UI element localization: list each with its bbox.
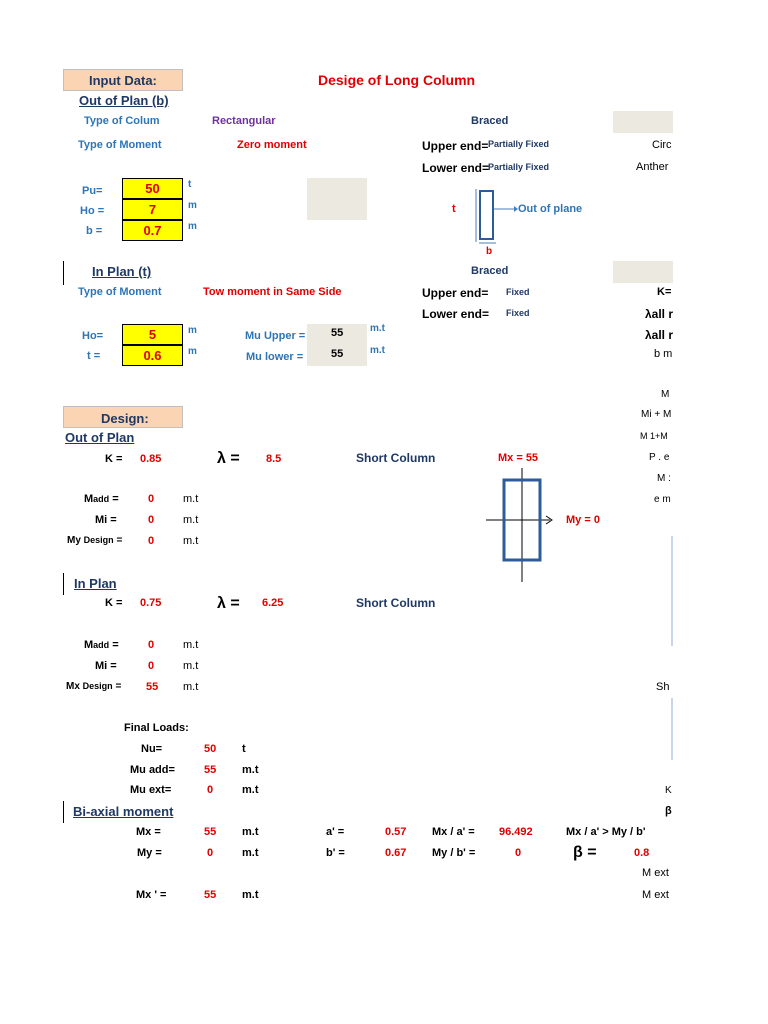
- in-plan-title: In Plan (t): [92, 264, 152, 279]
- pu-value: 50: [145, 181, 160, 196]
- ip-lambda-value: 6.25: [262, 597, 284, 609]
- k-label: K =: [105, 453, 123, 465]
- my-b-label: My / b' =: [432, 847, 476, 859]
- in-upper-end-label: Upper end=: [422, 286, 489, 300]
- in-lower-end-value: Fixed: [506, 308, 530, 318]
- ip-column-type: Short Column: [356, 596, 436, 610]
- lower-end-value: Partially Fixed: [488, 162, 550, 172]
- mx-design-value: 55: [146, 681, 159, 693]
- mi-label: Mi =: [95, 514, 117, 526]
- ho-label: Ho =: [80, 205, 105, 217]
- madd-unit: m.t: [183, 493, 199, 505]
- mu-ext-label: Mu ext=: [130, 784, 172, 796]
- column-type: Short Column: [356, 451, 436, 465]
- mx-prime-value: 55: [204, 889, 217, 901]
- in-plan-design-bar: [63, 573, 64, 595]
- final-loads-title: Final Loads:: [124, 722, 189, 734]
- type-colum-value: Rectangular: [212, 115, 276, 127]
- madd-value: 0: [148, 493, 155, 505]
- beta-value: 0.8: [634, 847, 650, 859]
- pu-label: Pu=: [82, 185, 103, 197]
- mu-ext-unit: m.t: [242, 784, 259, 796]
- right-sh: Sh: [656, 681, 670, 693]
- grey-cell-2: [613, 111, 673, 133]
- out-of-plan-title: Out of Plan (b): [79, 93, 169, 108]
- right-anther: Anther: [636, 161, 669, 173]
- upper-end-label: Upper end=: [422, 139, 489, 153]
- ip-k-value: 0.75: [140, 597, 162, 609]
- in-plan-ho-value: 5: [148, 327, 157, 342]
- madd-label: [84, 494, 119, 505]
- mu-upper-label: Mu Upper =: [245, 330, 306, 342]
- upper-end-value: Partially Fixed: [488, 139, 550, 149]
- right-circ: Circ: [652, 139, 672, 151]
- page-title: Desige of Long Column: [318, 72, 476, 88]
- mu-upper-unit: m.t: [370, 323, 385, 334]
- madd-eq: =: [109, 493, 119, 505]
- in-plan-ho-unit: m: [188, 325, 197, 336]
- moment-diagram: [484, 468, 564, 586]
- right-k2: K: [665, 785, 672, 796]
- k-value: 0.85: [140, 453, 162, 465]
- in-plan-type-moment-label: Type of Moment: [78, 286, 162, 298]
- diag-b-label: b: [486, 246, 493, 257]
- my-label: My = 0: [566, 514, 600, 526]
- b-label: b =: [86, 225, 103, 237]
- in-right-lall-2: λall r: [645, 328, 674, 342]
- pu-input[interactable]: [122, 178, 183, 199]
- ip-mi-unit: m.t: [183, 660, 199, 672]
- mx-a-value: 96.492: [499, 826, 533, 838]
- column-section-diagram: [450, 186, 560, 258]
- my-design-main: My: [67, 535, 84, 546]
- nu-unit: t: [242, 743, 246, 755]
- mu-upper-value[interactable]: 55: [331, 327, 344, 339]
- biaxial-bar: [63, 801, 64, 823]
- mu-lower-value[interactable]: 55: [331, 348, 344, 360]
- mu-lower-unit: m.t: [370, 345, 385, 356]
- mu-add-value: 55: [204, 764, 217, 776]
- in-plan-t-label: t =: [87, 350, 101, 362]
- my-b-value: 0: [515, 847, 522, 859]
- right-m2: M :: [657, 473, 671, 484]
- mi-unit: m.t: [183, 514, 199, 526]
- bi-mx-label: Mx =: [136, 826, 161, 838]
- ip-madd-label: [84, 640, 119, 651]
- in-right-lall-1: λall r: [645, 307, 674, 321]
- biaxial-title: Bi-axial moment: [73, 804, 174, 819]
- grey-cell-1: [307, 178, 367, 220]
- my-design-label: [67, 536, 122, 546]
- ho-unit: m: [188, 200, 197, 211]
- ip-madd-value: 0: [148, 639, 155, 651]
- right-m-ext-1: M ext: [642, 867, 669, 879]
- design-label: Design:: [101, 411, 149, 426]
- out-of-plan-design-title: Out of Plan: [65, 430, 135, 445]
- right-m-ext-2: M ext: [642, 889, 669, 901]
- in-right-bm: b m: [654, 348, 673, 360]
- ho-value: 7: [148, 202, 157, 217]
- mx-design-label: [66, 682, 121, 692]
- right-scroll-strip-2: [671, 698, 673, 760]
- lambda-value: 8.5: [266, 453, 282, 465]
- b-unit: m: [188, 221, 197, 232]
- mx-design-main: Mx: [66, 681, 83, 692]
- my-design-sub: Design: [83, 535, 114, 545]
- mx-design-eq: =: [112, 681, 122, 692]
- in-plan-t-unit: m: [188, 346, 197, 357]
- b-value: 0.7: [143, 223, 162, 238]
- b-prime-value: 0.67: [385, 847, 407, 859]
- bi-my-label: My =: [137, 847, 162, 859]
- madd-sub: add: [93, 494, 110, 504]
- beta-label: β =: [573, 844, 597, 861]
- ip-mi-label: Mi =: [95, 660, 117, 672]
- mu-lower-label: Mu lower =: [246, 351, 304, 363]
- type-moment-value: Zero moment: [237, 139, 307, 151]
- column-rect: [480, 191, 493, 239]
- mu-add-label: Mu add=: [130, 764, 175, 776]
- in-plan-bar: [63, 261, 64, 285]
- grey-cell-3: [613, 261, 673, 283]
- input-data-header: [63, 69, 183, 91]
- bi-my-unit: m.t: [242, 847, 259, 859]
- in-plan-t-input[interactable]: [122, 345, 183, 366]
- in-right-k: K=: [657, 286, 672, 298]
- in-plan-design-title: In Plan: [74, 576, 117, 591]
- mx-a-label: Mx / a' =: [432, 826, 475, 838]
- in-plan-type-moment-value: Tow moment in Same Side: [203, 286, 342, 298]
- ip-lambda-label: λ =: [217, 595, 240, 612]
- a-value: 0.57: [385, 826, 407, 838]
- ip-madd-eq: =: [109, 639, 119, 651]
- design-header: [63, 406, 183, 428]
- my-design-value: 0: [148, 535, 155, 547]
- braced-out: Braced: [471, 115, 509, 127]
- nu-value: 50: [204, 743, 217, 755]
- in-plan-t-value: 0.6: [143, 348, 162, 363]
- madd-main: M: [84, 493, 94, 505]
- in-upper-end-value: Fixed: [506, 287, 530, 297]
- ip-k-label: K =: [105, 597, 123, 609]
- bi-mx-unit: m.t: [242, 826, 259, 838]
- lower-end-label: Lower end=: [422, 161, 490, 175]
- right-p-e: P . e: [649, 452, 670, 463]
- in-plan-ho-label: Ho=: [82, 330, 104, 342]
- nu-label: Nu=: [141, 743, 163, 755]
- right-m1-m: M 1+M: [640, 431, 668, 441]
- mx-prime-unit: m.t: [242, 889, 259, 901]
- right-m: M: [661, 389, 670, 400]
- type-colum-label: Type of Colum: [84, 115, 160, 127]
- mx-design-unit: m.t: [183, 681, 199, 693]
- mi-value: 0: [148, 514, 155, 526]
- in-plan-ho-input[interactable]: [122, 324, 183, 345]
- mu-add-unit: m.t: [242, 764, 259, 776]
- type-moment-label: Type of Moment: [78, 139, 162, 151]
- diag-t-label: t: [452, 203, 456, 215]
- a-label: a' =: [326, 826, 345, 838]
- ip-madd-unit: m.t: [183, 639, 199, 651]
- lambda-label: λ =: [217, 450, 240, 467]
- pu-unit: t: [188, 179, 192, 190]
- in-lower-end-label: Lower end=: [422, 307, 490, 321]
- right-scroll-strip-1: [671, 536, 673, 646]
- diag-out-of-plane: Out of plane: [518, 203, 583, 215]
- mx-design-sub: Design: [82, 681, 113, 691]
- ip-mi-value: 0: [148, 660, 155, 672]
- mx-label: Mx = 55: [498, 452, 539, 464]
- bi-my-value: 0: [207, 847, 214, 859]
- ip-madd-main: M: [84, 639, 94, 651]
- my-design-eq: =: [113, 535, 123, 546]
- compare-text: Mx / a' > My / b': [566, 826, 646, 838]
- braced-in: Braced: [471, 265, 509, 277]
- bi-mx-value: 55: [204, 826, 217, 838]
- my-design-unit: m.t: [183, 535, 199, 547]
- right-beta: β: [665, 805, 672, 817]
- ip-madd-sub: add: [93, 640, 110, 650]
- input-data-label: Input Data:: [89, 73, 157, 88]
- b-prime-label: b' =: [326, 847, 345, 859]
- mx-prime-label: Mx ' =: [136, 889, 167, 901]
- mu-ext-value: 0: [207, 784, 214, 796]
- ho-input[interactable]: [122, 199, 183, 220]
- right-e-m: e m: [654, 494, 671, 505]
- right-mi-m: Mi + M: [641, 409, 672, 420]
- b-input[interactable]: [122, 220, 183, 241]
